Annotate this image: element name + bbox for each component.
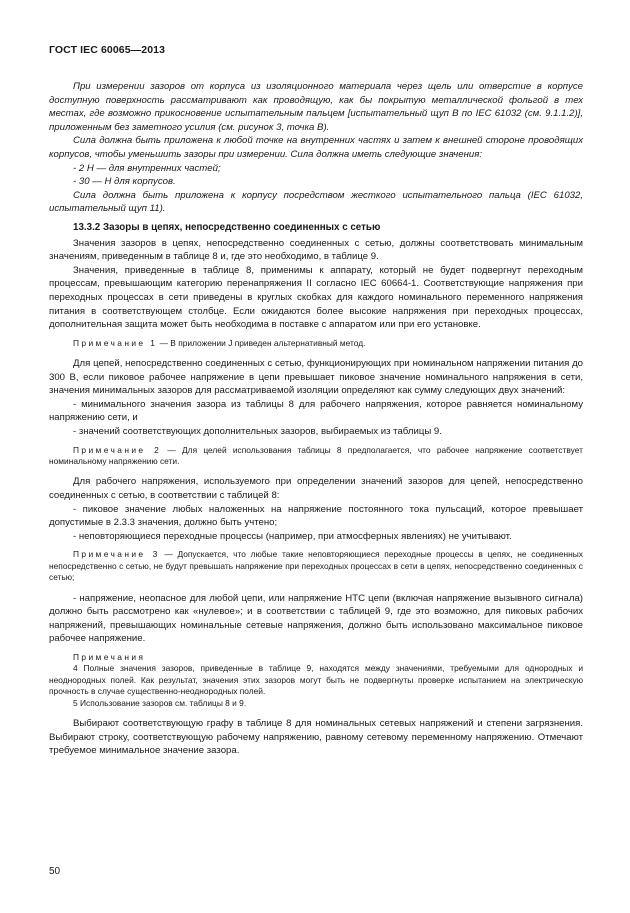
note-5: 5 Использование зазоров см. таблицы 8 и 9. [73,697,247,708]
note-2 [49,445,583,468]
paragraph-working-voltage: Для рабочего напряжения, используемого при определении значений зазоров для цепей, непосредственно соединенных с сетью, в соответствии с таблицей 8: [49,476,583,502]
italic-paragraph-force-application: Сила должна быть приложена к любой точке на внутренних частях и затем к внешней стороне проводящих корпусов, чтобы уменьшить зазоры при измерении. Сила должна иметь следующие значения: [49,135,583,160]
note-3-text: — Допускается, что любые такие неповторяющиеся переходные процессы в цепях, не соединенных непосредственно с сетью, не будут превышать напряжение при переходных процессах в сети в цепях, непосредственно соединенных с сетью; [49,549,583,583]
notes-title: Примечания [73,652,146,663]
list-item-safe-voltage: - напряжение, неопасное для любой цепи, или напряжение НТС цепи (включая напряжение вызывного сигнала) должно быть рассмотрено как «нулевое»; и в соответствии с таблицей 9, где это возможно, для пиковых рабочих напряжений, превышающих номинальные сетевые напряжения, должно быть использовано максимальное пиковое рабочее напряжение. [49,592,583,645]
document-header: ГОСТ IEC 60065—2013 [49,44,166,56]
note-1-label: Примечание 1 [73,337,158,348]
list-item-min-clearance: - минимального значения зазора из таблицы 8 для рабочего напряжения, которое равняется номинальному напряжению сети, и [49,398,583,424]
italic-paragraph-clearance-measurement: При измерении зазоров от корпуса из изоляционного материала через щель или отверстие в корпусе доступную поверхность рассматривают как проводящую, как бы покрытую металлической фольгой в тех местах, где возможно прикосновение испытательным пальцем [испытательный щуп B по IEC 61032 (см. 9.1.1.2)], приложенным без заметного усилия (см. рисунок 3, точка B). [49,81,583,133]
note-1-text: — В приложении J приведен альтернативный метод. [157,337,366,348]
list-item-additional-clearance: - значений соответствующих дополнительных зазоров, выбираемых из таблицы 9. [73,426,442,438]
note-4: 4 Полные значения зазоров, приведенные в таблице 9, находятся между значениями, требуемыми для однородных и неоднородных полей. Как результат, значения этих зазоров могут быть не подвергнуты проверке испытанием на электрическую прочность в случае существенно-неоднородных полей. [49,663,583,697]
italic-list-item-enclosures: - 30 — Н для корпусов. [73,176,176,188]
notes-4-5 [49,652,583,709]
note-1 [49,338,583,349]
paragraph-table-8-applicability: Значения, приведенные в таблице 8, применимы к аппарату, который не будет подвергнут переходным процессам, превышающим категорию перенапряжения II согласно IEC 60664-1. Соответствующие напряжения при переходных процессах в сети приведены в круглых скобках для каждого номинального переменного напряжения питания в соответствующем столбце. Если ожидаются более высокие напряжения при переходных процессах, дополнительная защита может быть необходима в поставке с аппаратом или при его установке. [49,264,583,331]
page-number: 50 [49,866,61,877]
list-item-transients: - неповторяющиеся переходные процессы (например, при атмосферных явлениях) не учитывают. [73,530,512,542]
paragraph-select-column: Выбирают соответствующую графу в таблице 8 для номинальных сетевых напряжений и степени загрязнения. Выбирают строку, соответствующую рабочему напряжению, равному сетевому переменному напряжению. Отмечают требуемое минимальное значение зазора. [49,718,583,757]
note-3 [49,549,583,583]
document-body [49,80,583,758]
paragraph-clearance-values: Значения зазоров в цепях, непосредственно соединенных с сетью, должны соответствовать минимальным значениям, приведенным в таблице 8 и, где это необходимо, в таблице 9. [49,237,583,263]
note-2-text: — Для целей использования таблицы 8 предполагается, что рабочее напряжение соответствует номинальному напряжению сети. [49,444,583,467]
note-2-label: Примечание 2 [73,444,162,455]
note-3-label: Примечание 3 [73,549,160,560]
document-page [49,44,583,904]
italic-paragraph-rigid-finger: Сила должна быть приложена к корпусу посредством жесткого испытательного пальца (IEC 61032, испытательный щуп 11). [49,189,583,215]
paragraph-mains-circuits: Для цепей, непосредственно соединенных с сетью, функционирующих при номинальном напряжении питания до 300 В, если пиковое рабочее напряжение в цепи превышает пиковое значение номинального напряжения в сети, значения минимальных зазоров для рассматриваемой изоляции определяют как сумму следующих двух значений: [49,358,583,397]
italic-list-item-internal-parts: - 2 Н — для внутренних частей; [73,162,221,174]
section-heading: 13.3.2 Зазоры в цепях, непосредственно соединенных с сетью [73,221,381,233]
list-item-ripple-peak: - пиковое значение любых наложенных на напряжение постоянного тока пульсаций, которое превышает допустимые в 2.3.3 значения, должно быть учтено; [49,503,583,529]
